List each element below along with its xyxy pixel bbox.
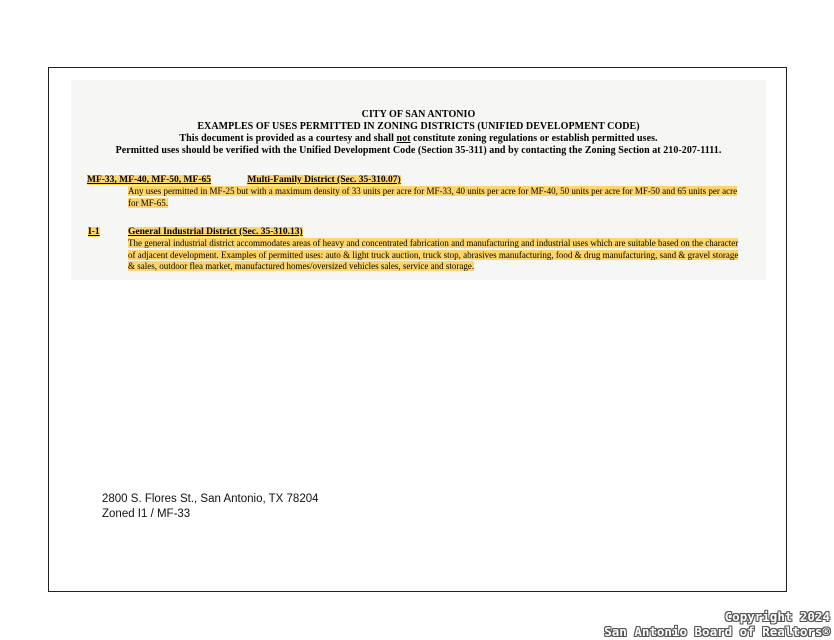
disclaimer-post: constitute zoning regulations or establish permitted uses. <box>410 133 658 144</box>
section-i1-text: The general industrial district accommodates areas of heavy and concentrated fabrication and manufacturing and industrial uses which are suitable based on the character of adjacent development. Examples of permitted uses: auto & light truck auction, truck stop, abrasives manufacturing, food & drug manufacturing, sand & gravel storage & sales, outdoor flea market, manufactured homes/oversized vehicles sales, service and storage. <box>128 238 739 271</box>
document-sheet <box>48 67 787 592</box>
document-subtitle: EXAMPLES OF USES PERMITTED IN ZONING DISTRICTS (UNIFIED DEVELOPMENT CODE) <box>197 121 640 132</box>
copyright-line-2: San Antonio Board of Realtors® <box>604 624 830 639</box>
verify-line: Permitted uses should be verified with the Unified Development Code (Section 35-311) and by contacting the Zoning Section at 210-207-1111. <box>115 145 722 156</box>
section-i1-code: I-1 <box>88 227 100 237</box>
section-mf-body <box>128 186 738 209</box>
disclaimer-line <box>71 133 766 145</box>
disclaimer-emphasis: not <box>396 133 411 144</box>
section-i1-title: General Industrial District (Sec. 35-310.13) <box>128 227 303 237</box>
property-address: 2800 S. Flores St., San Antonio, TX 78204 <box>102 493 319 505</box>
document-title: CITY OF SAN ANTONIO <box>361 109 476 120</box>
section-mf-code: MF-33, MF-40, MF-50, MF-65 <box>87 175 211 185</box>
copyright-line-1: Copyright 2024 <box>724 609 830 624</box>
section-i1-heading <box>88 227 303 238</box>
section-mf-heading <box>87 175 401 186</box>
section-mf-text: Any uses permitted in MF-25 but with a maximum density of 33 units per acre for MF-33, 40 units per acre for MF-40, 50 units per acre for MF-50 and 65 units per acre for MF-65. <box>128 186 738 208</box>
section-mf-title: Multi-Family District (Sec. 35-310.07) <box>247 175 401 185</box>
property-zoning: Zoned I1 / MF-33 <box>102 508 191 520</box>
disclaimer-pre: This document is provided as a courtesy and shall <box>179 133 397 144</box>
section-i1-body <box>128 238 740 273</box>
